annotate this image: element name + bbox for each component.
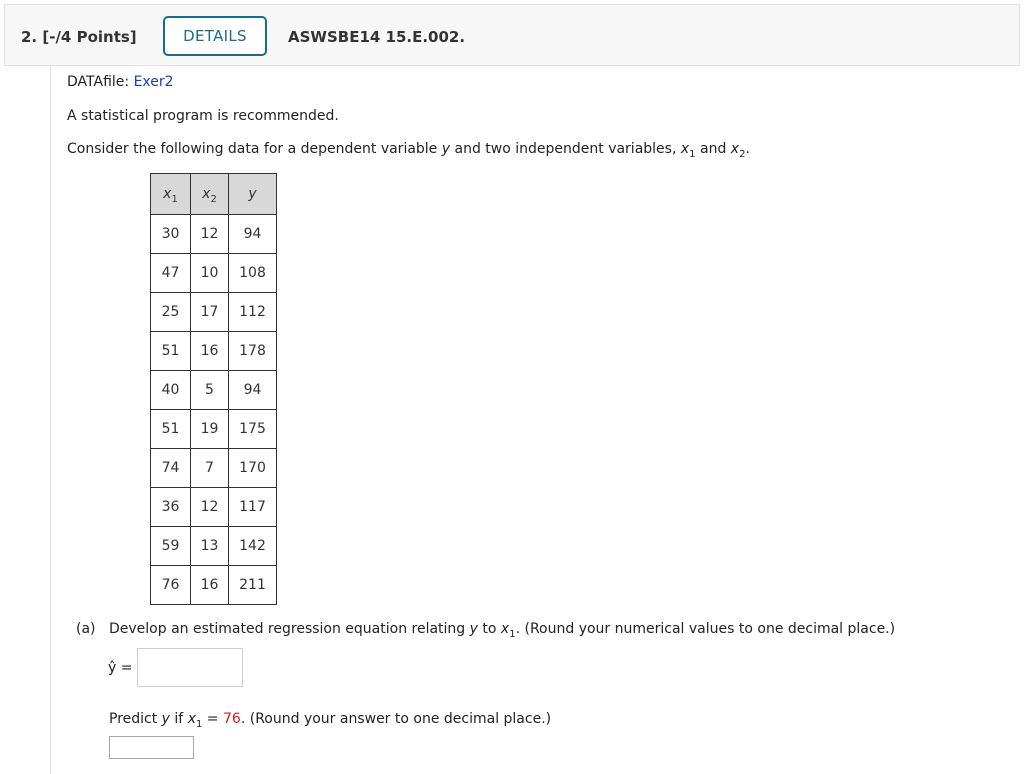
predict-before: Predict (109, 711, 162, 727)
prompt-end: . (745, 141, 750, 157)
table-row (151, 449, 277, 488)
cell-x2: 5 (191, 371, 229, 410)
cell-x2: 13 (191, 527, 229, 566)
prompt-middle: and two independent variables, (450, 141, 681, 157)
cell-x2: 19 (191, 410, 229, 449)
cell-y: 211 (229, 566, 277, 605)
predict-sub: 1 (195, 719, 203, 730)
table-row (151, 488, 277, 527)
cell-y: 94 (229, 371, 277, 410)
predict-var-y: y (161, 711, 170, 727)
cell-x1: 74 (151, 449, 191, 488)
question-code: ASWSBE14 15.E.002. (288, 28, 466, 46)
table-row (151, 527, 277, 566)
intro-text: A statistical program is recommended. (67, 108, 339, 124)
cell-x1: 40 (151, 371, 191, 410)
details-button[interactable]: DETAILS (163, 16, 267, 56)
table-header-row (151, 174, 277, 215)
table-row (151, 566, 277, 605)
predict-if: if (169, 711, 188, 727)
part-a-text-before: Develop an estimated regression equation relating (109, 621, 470, 637)
content-border (50, 66, 52, 774)
cell-y: 170 (229, 449, 277, 488)
table-row (151, 215, 277, 254)
prompt-var-x1: x (680, 141, 690, 157)
predict-value: 76 (223, 711, 241, 727)
table-row (151, 332, 277, 371)
prompt-var-x2: x (730, 141, 740, 157)
cell-x1: 25 (151, 293, 191, 332)
table-body (151, 215, 277, 605)
prompt-sub2: 2 (739, 149, 746, 160)
cell-x2: 7 (191, 449, 229, 488)
header-y: y (229, 174, 277, 215)
question-number: 2. [-/4 Points] (21, 28, 137, 46)
cell-y: 112 (229, 293, 277, 332)
cell-x1: 47 (151, 254, 191, 293)
cell-x1: 30 (151, 215, 191, 254)
cell-x2: 12 (191, 488, 229, 527)
regression-equation-input[interactable] (137, 648, 243, 687)
question-header (4, 4, 1020, 66)
cell-y: 117 (229, 488, 277, 527)
table-row (151, 410, 277, 449)
prompt-text (67, 141, 750, 160)
header-x2: $x_2$ (191, 174, 229, 215)
data-table (150, 173, 277, 605)
predict-var-x: x (187, 711, 196, 727)
yhat-label: ŷ = (108, 660, 133, 676)
datafile-label: DATAfile: (67, 74, 134, 90)
cell-x1: 51 (151, 332, 191, 371)
cell-x1: 59 (151, 527, 191, 566)
cell-x1: 36 (151, 488, 191, 527)
prompt-sub1: 1 (689, 149, 696, 160)
cell-y: 178 (229, 332, 277, 371)
table-row (151, 371, 277, 410)
cell-x2: 16 (191, 566, 229, 605)
predict-after: . (Round your answer to one decimal place.) (240, 711, 552, 727)
part-a-text-after: . (Round your numerical values to one decimal place.) (515, 621, 896, 637)
cell-x2: 16 (191, 332, 229, 371)
part-a-label: (a) (76, 621, 96, 637)
part-a-question (76, 621, 896, 640)
table-row (151, 254, 277, 293)
cell-x2: 17 (191, 293, 229, 332)
cell-x1: 51 (151, 410, 191, 449)
part-a-to: to (477, 621, 501, 637)
predict-eq: = (202, 711, 223, 727)
part-a-sub: 1 (509, 629, 516, 640)
predict-question (109, 711, 552, 730)
prompt-before: Consider the following data for a dependent variable (67, 141, 442, 157)
datafile-link[interactable]: Exer2 (133, 74, 174, 90)
prompt-and: and (695, 141, 731, 157)
header-x1: $x_1$ (151, 174, 191, 215)
table-row (151, 293, 277, 332)
prompt-var-y: y (441, 141, 451, 157)
prediction-input[interactable] (109, 736, 194, 759)
datafile-line (67, 74, 174, 90)
cell-y: 142 (229, 527, 277, 566)
cell-y: 94 (229, 215, 277, 254)
cell-y: 175 (229, 410, 277, 449)
part-a-var-y: y (469, 621, 478, 637)
part-a-var-x: x (500, 621, 510, 637)
cell-x2: 10 (191, 254, 229, 293)
cell-y: 108 (229, 254, 277, 293)
cell-x2: 12 (191, 215, 229, 254)
cell-x1: 76 (151, 566, 191, 605)
